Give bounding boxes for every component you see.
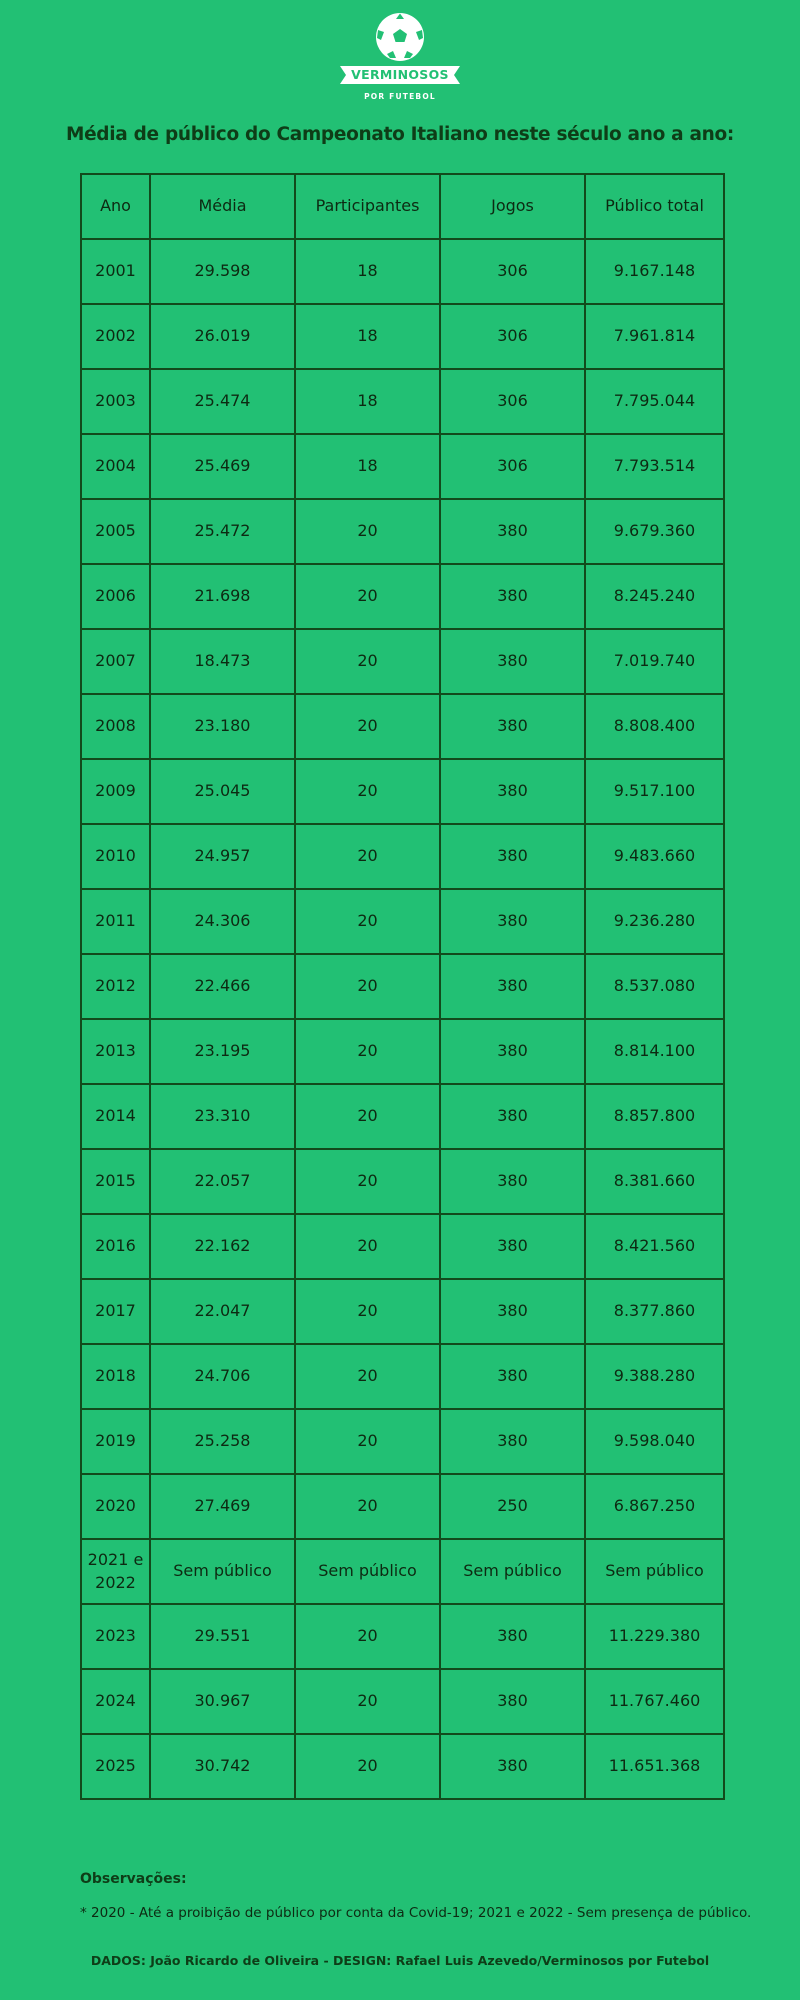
cell-jogos: 380 (440, 1604, 585, 1669)
cell-jogos: 306 (440, 239, 585, 304)
cell-media: 30.742 (150, 1734, 295, 1799)
cell-jogos: 380 (440, 1409, 585, 1474)
cell-media: 22.466 (150, 954, 295, 1019)
notes-text: * 2020 - Até a proibição de público por conta da Covid-19; 2021 e 2022 - Sem presença de público. (80, 1905, 752, 1921)
cell-publico-total: 9.236.280 (585, 889, 724, 954)
cell-ano: 2017 (81, 1279, 150, 1344)
cell-ano: 2025 (81, 1734, 150, 1799)
cell-publico-total: 11.767.460 (585, 1669, 724, 1734)
table-row (81, 1669, 724, 1734)
cell-participantes: 20 (295, 1019, 440, 1084)
cell-participantes: 18 (295, 239, 440, 304)
table-row (81, 1084, 724, 1149)
cell-ano: 2018 (81, 1344, 150, 1409)
table-row (81, 889, 724, 954)
cell-publico-total: 8.245.240 (585, 564, 724, 629)
cell-media: 29.551 (150, 1604, 295, 1669)
cell-media: 23.310 (150, 1084, 295, 1149)
cell-media: 24.306 (150, 889, 295, 954)
cell-jogos: 380 (440, 1734, 585, 1799)
cell-media: 23.180 (150, 694, 295, 759)
table-row (81, 954, 724, 1019)
cell-publico-total: Sem público (585, 1539, 724, 1604)
cell-publico-total: 8.421.560 (585, 1214, 724, 1279)
table-row (81, 304, 724, 369)
cell-ano: 2014 (81, 1084, 150, 1149)
cell-participantes: 20 (295, 1084, 440, 1149)
cell-participantes: 18 (295, 369, 440, 434)
credits: DADOS: João Ricardo de Oliveira - DESIGN: Rafael Luis Azevedo/Verminosos por Futebol (90, 1953, 710, 1968)
brand-banner (340, 64, 460, 86)
brand-tagline: POR FUTEBOL (364, 92, 436, 101)
cell-participantes: 20 (295, 759, 440, 824)
cell-media: 22.057 (150, 1149, 295, 1214)
cell-media: 22.047 (150, 1279, 295, 1344)
cell-media: 23.195 (150, 1019, 295, 1084)
table-row (81, 1604, 724, 1669)
table-header-row (81, 174, 724, 239)
cell-participantes: 20 (295, 1669, 440, 1734)
cell-publico-total: 9.167.148 (585, 239, 724, 304)
cell-publico-total: 7.961.814 (585, 304, 724, 369)
cell-jogos: 306 (440, 434, 585, 499)
page-title: Média de público do Campeonato Italiano neste século ano a ano: (65, 124, 735, 145)
cell-jogos: Sem público (440, 1539, 585, 1604)
table-row (81, 1279, 724, 1344)
cell-ano: 2008 (81, 694, 150, 759)
cell-publico-total: 8.814.100 (585, 1019, 724, 1084)
cell-ano: 2012 (81, 954, 150, 1019)
cell-participantes: 18 (295, 434, 440, 499)
cell-media: 30.967 (150, 1669, 295, 1734)
cell-ano: 2009 (81, 759, 150, 824)
cell-jogos: 380 (440, 824, 585, 889)
cell-ano: 2021 e 2022 (81, 1539, 150, 1604)
cell-jogos: 380 (440, 1084, 585, 1149)
table-row (81, 369, 724, 434)
cell-publico-total: 9.517.100 (585, 759, 724, 824)
cell-jogos: 380 (440, 1279, 585, 1344)
cell-ano: 2024 (81, 1669, 150, 1734)
cell-jogos: 380 (440, 629, 585, 694)
cell-ano: 2006 (81, 564, 150, 629)
attendance-table (80, 173, 725, 1800)
cell-media: 25.469 (150, 434, 295, 499)
cell-jogos: 380 (440, 1149, 585, 1214)
cell-jogos: 380 (440, 1669, 585, 1734)
cell-media: 25.472 (150, 499, 295, 564)
cell-publico-total: 9.679.360 (585, 499, 724, 564)
cell-ano: 2003 (81, 369, 150, 434)
cell-media: 25.474 (150, 369, 295, 434)
cell-ano: 2002 (81, 304, 150, 369)
soccer-ball-icon (375, 12, 425, 62)
cell-publico-total: 8.537.080 (585, 954, 724, 1019)
brand-name: VERMINOSOS (351, 67, 449, 82)
table-row (81, 1734, 724, 1799)
table-row (81, 759, 724, 824)
cell-publico-total: 7.793.514 (585, 434, 724, 499)
cell-participantes: 20 (295, 1279, 440, 1344)
cell-ano: 2015 (81, 1149, 150, 1214)
header-publico-total: Público total (585, 174, 724, 239)
header-participantes: Participantes (295, 174, 440, 239)
cell-media: 21.698 (150, 564, 295, 629)
cell-publico-total: 11.229.380 (585, 1604, 724, 1669)
cell-media: 26.019 (150, 304, 295, 369)
cell-ano: 2010 (81, 824, 150, 889)
cell-jogos: 380 (440, 1019, 585, 1084)
cell-media: 25.258 (150, 1409, 295, 1474)
table-body (81, 239, 724, 1799)
cell-participantes: 20 (295, 1734, 440, 1799)
table-row (81, 1019, 724, 1084)
table-row (81, 694, 724, 759)
table-row (81, 1409, 724, 1474)
cell-participantes: 20 (295, 499, 440, 564)
cell-participantes: 20 (295, 1149, 440, 1214)
cell-ano: 2013 (81, 1019, 150, 1084)
cell-media: 22.162 (150, 1214, 295, 1279)
table-row (81, 1214, 724, 1279)
cell-publico-total: 8.808.400 (585, 694, 724, 759)
cell-media: 25.045 (150, 759, 295, 824)
cell-participantes: 20 (295, 694, 440, 759)
table-row (81, 434, 724, 499)
cell-publico-total: 11.651.368 (585, 1734, 724, 1799)
table-row (81, 1344, 724, 1409)
table-row (81, 824, 724, 889)
cell-participantes: 18 (295, 304, 440, 369)
cell-media: 27.469 (150, 1474, 295, 1539)
table-row (81, 1539, 724, 1604)
header-jogos: Jogos (440, 174, 585, 239)
cell-publico-total: 8.381.660 (585, 1149, 724, 1214)
cell-participantes: 20 (295, 1474, 440, 1539)
cell-jogos: 380 (440, 564, 585, 629)
cell-participantes: Sem público (295, 1539, 440, 1604)
cell-media: 29.598 (150, 239, 295, 304)
cell-publico-total: 7.795.044 (585, 369, 724, 434)
cell-participantes: 20 (295, 629, 440, 694)
cell-jogos: 380 (440, 499, 585, 564)
table-row (81, 239, 724, 304)
cell-publico-total: 7.019.740 (585, 629, 724, 694)
cell-ano: 2011 (81, 889, 150, 954)
cell-jogos: 380 (440, 759, 585, 824)
cell-participantes: 20 (295, 1214, 440, 1279)
cell-ano: 2005 (81, 499, 150, 564)
cell-participantes: 20 (295, 954, 440, 1019)
cell-publico-total: 8.377.860 (585, 1279, 724, 1344)
cell-jogos: 380 (440, 1214, 585, 1279)
cell-publico-total: 6.867.250 (585, 1474, 724, 1539)
cell-participantes: 20 (295, 1344, 440, 1409)
cell-media: 24.706 (150, 1344, 295, 1409)
table-row (81, 1474, 724, 1539)
brand-logo (0, 12, 800, 107)
table-row (81, 564, 724, 629)
cell-ano: 2004 (81, 434, 150, 499)
cell-participantes: 20 (295, 1409, 440, 1474)
cell-jogos: 306 (440, 369, 585, 434)
cell-jogos: 380 (440, 694, 585, 759)
cell-participantes: 20 (295, 1604, 440, 1669)
cell-jogos: 380 (440, 889, 585, 954)
cell-publico-total: 9.483.660 (585, 824, 724, 889)
cell-ano: 2007 (81, 629, 150, 694)
table-row (81, 629, 724, 694)
cell-participantes: 20 (295, 824, 440, 889)
table-row (81, 499, 724, 564)
table-row (81, 1149, 724, 1214)
cell-ano: 2001 (81, 239, 150, 304)
header-ano: Ano (81, 174, 150, 239)
cell-media: 18.473 (150, 629, 295, 694)
cell-media: 24.957 (150, 824, 295, 889)
cell-ano: 2019 (81, 1409, 150, 1474)
cell-jogos: 380 (440, 1344, 585, 1409)
cell-ano: 2016 (81, 1214, 150, 1279)
cell-jogos: 306 (440, 304, 585, 369)
header-media: Média (150, 174, 295, 239)
cell-participantes: 20 (295, 889, 440, 954)
cell-jogos: 250 (440, 1474, 585, 1539)
cell-ano: 2020 (81, 1474, 150, 1539)
cell-participantes: 20 (295, 564, 440, 629)
cell-jogos: 380 (440, 954, 585, 1019)
cell-publico-total: 9.388.280 (585, 1344, 724, 1409)
cell-ano: 2023 (81, 1604, 150, 1669)
cell-media: Sem público (150, 1539, 295, 1604)
notes-title: Observações: (80, 1871, 187, 1887)
cell-publico-total: 9.598.040 (585, 1409, 724, 1474)
cell-publico-total: 8.857.800 (585, 1084, 724, 1149)
